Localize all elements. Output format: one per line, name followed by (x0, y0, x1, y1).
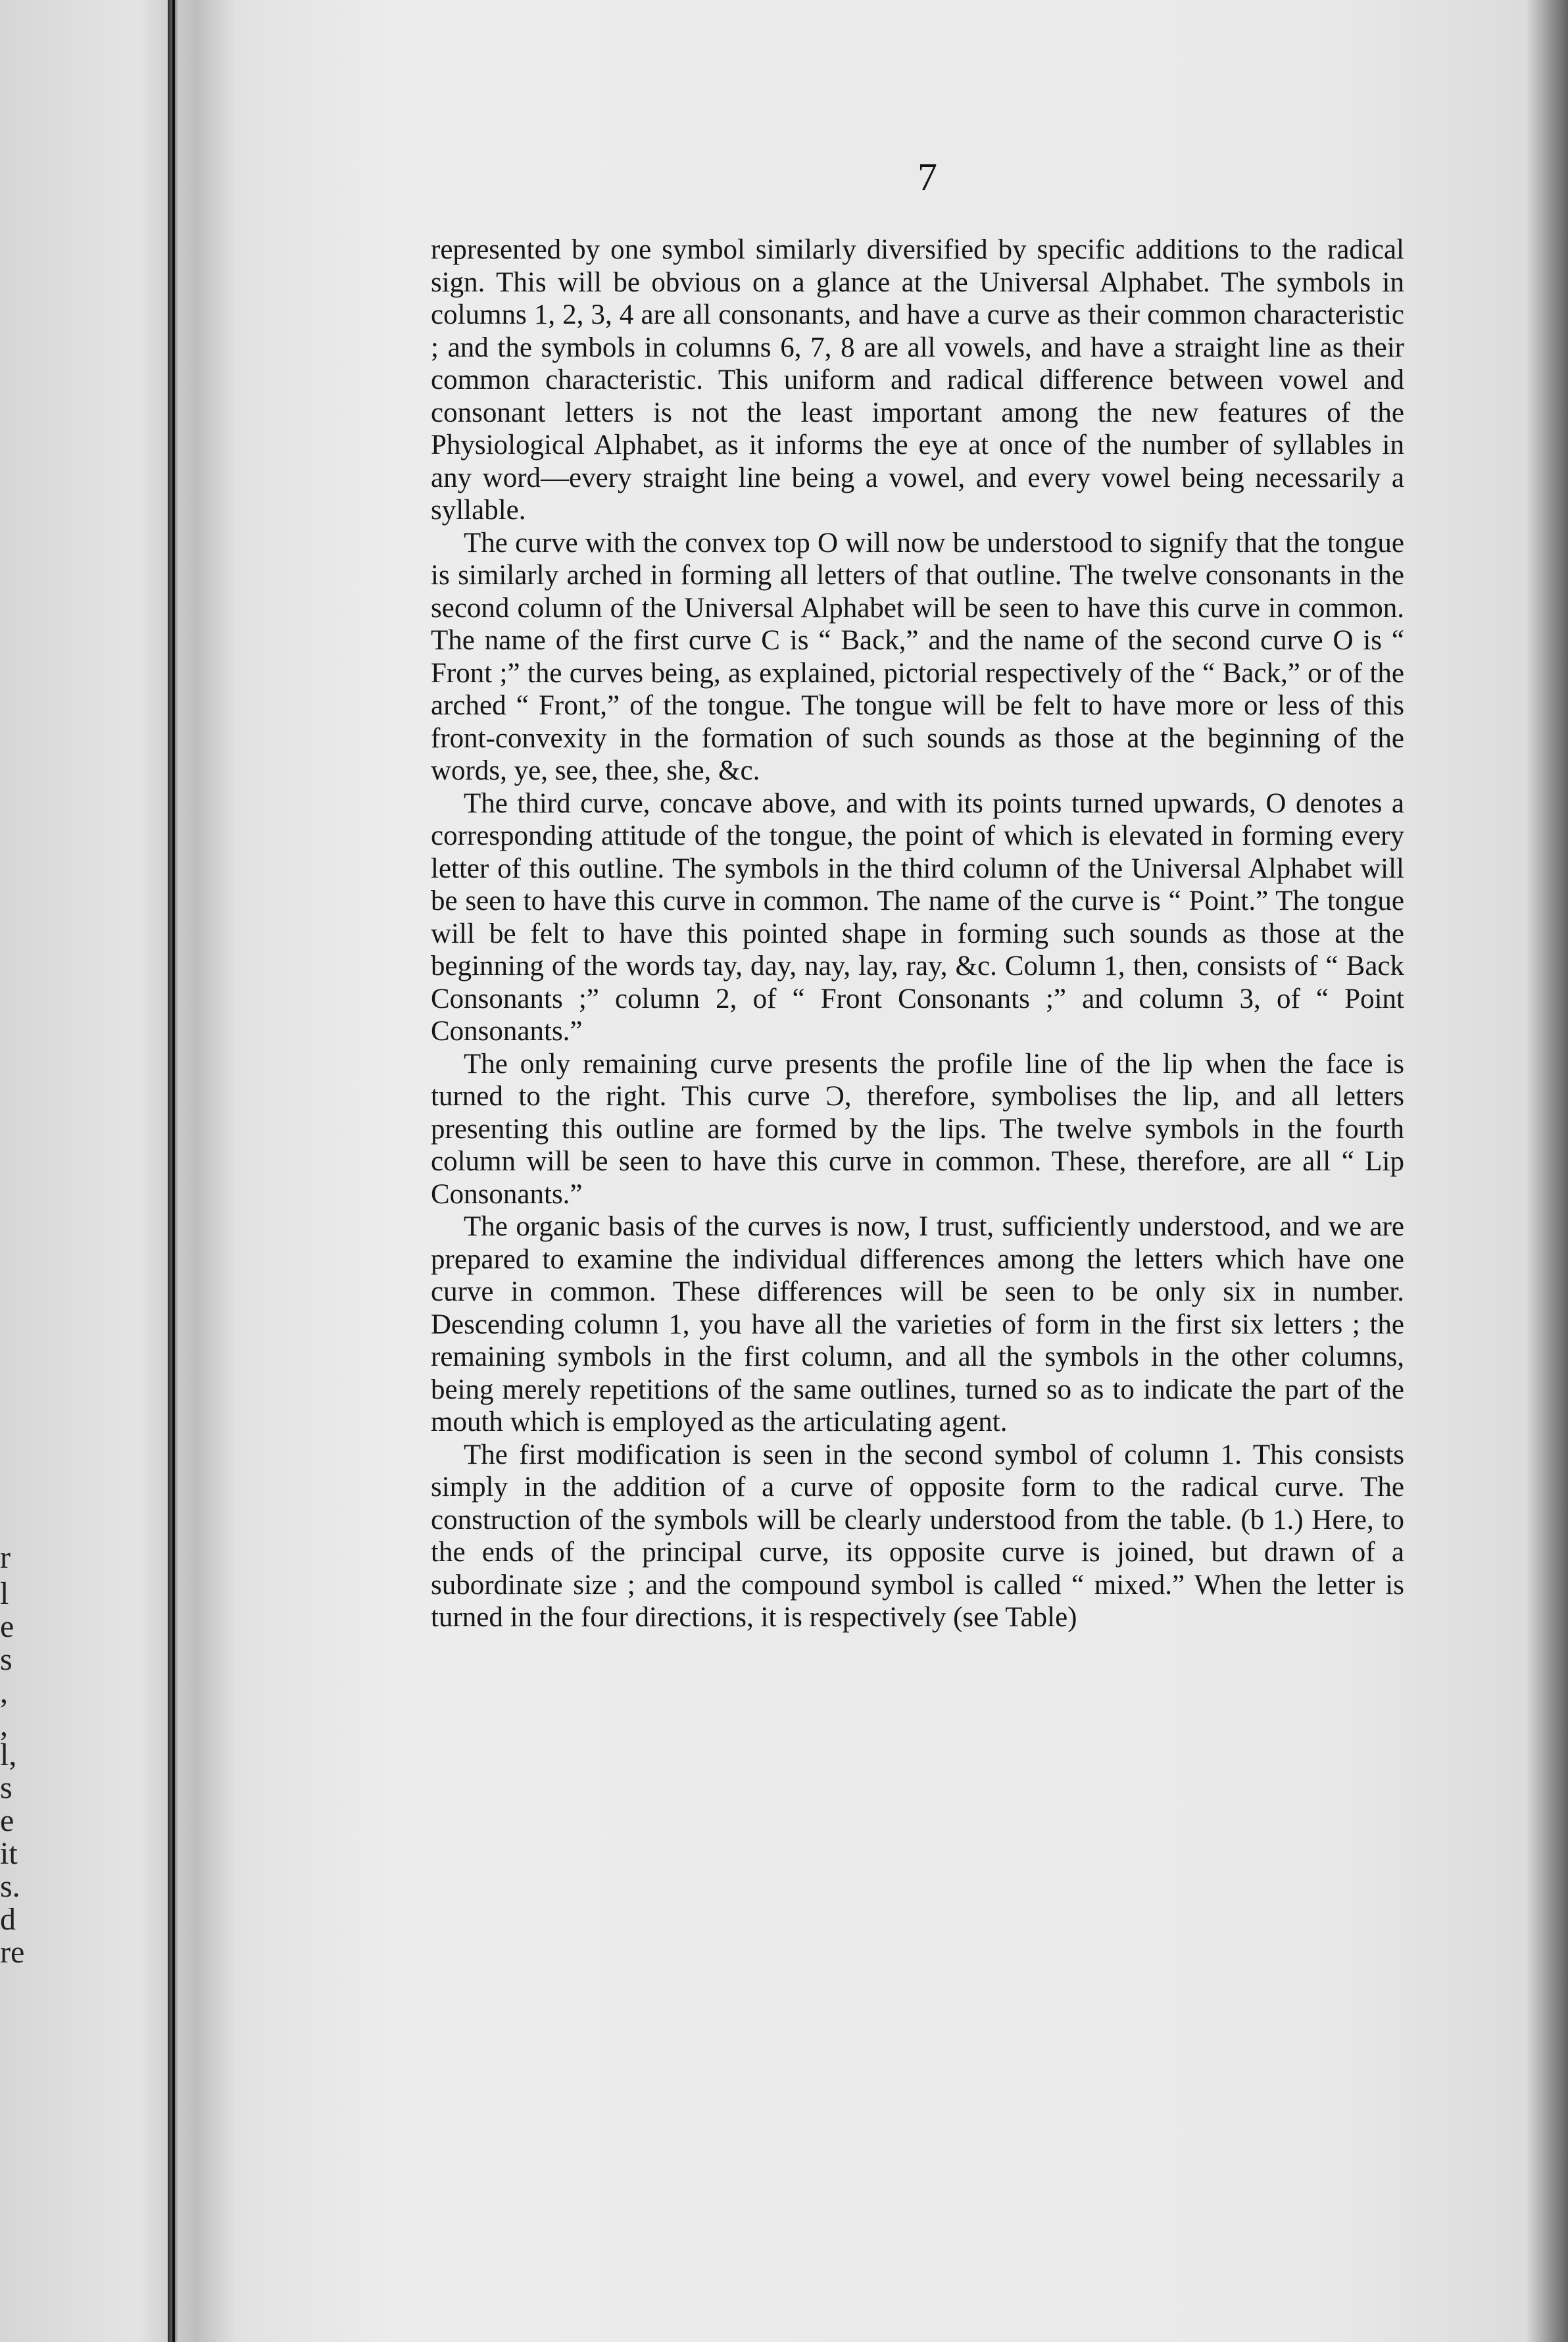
paragraph: The only remaining curve presents the profile line of the lip when the face is turned to the right. This curve Ɔ, therefore, symbolises the lip, and all letters presenting this outline are formed by the lips. The twelve symbols in the fourth column will be seen to have this curve in common. These, therefore, are all “ Lip Consonants.” (431, 1048, 1404, 1210)
spine-edge (172, 0, 175, 2342)
page-number: 7 (918, 155, 937, 199)
margin-fragment: re (0, 1935, 25, 1970)
margin-fragment: s. (0, 1869, 20, 1904)
margin-fragment: it (0, 1836, 18, 1871)
margin-fragment: s (0, 1642, 12, 1677)
paragraph: The third curve, concave above, and with its points turned upwards, O denotes a corresponding attitude of the tongue, the point of which is elevated in forming every letter of this outline. The symbols in the third column of the Universal Alphabet will be seen to have this curve in common. The name of the curve is “ Point.” The tongue will be felt to have this pointed shape in forming such sounds as those at the beginning of the words tay, day, nay, lay, ray, &c. Column 1, then, consists of “ Back Consonants ;” column 2, of “ Front Consonants ;” and column 3, of “ Point Consonants.” (431, 787, 1404, 1047)
margin-fragment: d (0, 1902, 16, 1937)
margin-fragment: e (0, 1803, 14, 1838)
margin-fragment: r (0, 1540, 11, 1575)
left-page-fragment (0, 0, 197, 2342)
margin-fragment: , (0, 1675, 8, 1710)
page-edge-shadow (1526, 0, 1568, 2342)
paragraph: represented by one symbol similarly diversified by specific additions to the radical sign. This will be obvious on a glance at the Universal Alphabet. The symbols in columns 1, 2, 3, 4 are all consonants, and have a curve as their common characteristic ; and the symbols in columns 6, 7, 8 are all vowels, and have a straight line as their common characteristic. This uniform and radical difference between vowel and consonant letters is not the least important among the new features of the Physiological Alphabet, as it informs the eye at once of the number of syllables in any word—every straight line being a vowel, and every vowel being necessarily a syllable. (431, 234, 1404, 526)
margin-fragment: e (0, 1609, 14, 1644)
margin-fragment: , (0, 1708, 8, 1743)
body-text (431, 234, 1404, 1634)
paragraph: The organic basis of the curves is now, I trust, sufficiently understood, and we are prepared to examine the individual differences among the letters which have one curve in common. These differences will be seen to be only six in number. Descending column 1, you have all the varieties of form in the first six letters ; the remaining symbols in the first column, and all the symbols in the other columns, being merely repetitions of the same outlines, turned so as to indicate the part of the mouth which is employed as the articulating agent. (431, 1211, 1404, 1437)
margin-fragment: s (0, 1770, 12, 1805)
paragraph: The curve with the convex top O will now be understood to signify that the tongue is similarly arched in forming all letters of that outline. The twelve consonants in the second column of the Universal Alphabet will be seen to have this curve in common. The name of the first curve C is “ Back,” and the name of the second curve O is “ Front ;” the curves being, as explained, pictorial respectively of the “ Back,” or of the arched “ Front,” of the tongue. The tongue will be felt to have more or less of this front-convexity in the formation of such sounds as those at the beginning of the words, ye, see, thee, she, &c. (431, 527, 1404, 786)
margin-fragment: l, (0, 1737, 17, 1772)
margin-fragment: l (0, 1576, 9, 1611)
paragraph: The first modification is seen in the second symbol of column 1. This consists simply in the addition of a curve of opposite form to the radical curve. The construction of the symbols will be clearly understood from the table. (b 1.) Here, to the ends of the principal curve, its opposite curve is joined, but drawn of a subordinate size ; and the compound symbol is called “ mixed.” When the letter is turned in the four directions, it is respectively (see Table) (431, 1439, 1404, 1633)
